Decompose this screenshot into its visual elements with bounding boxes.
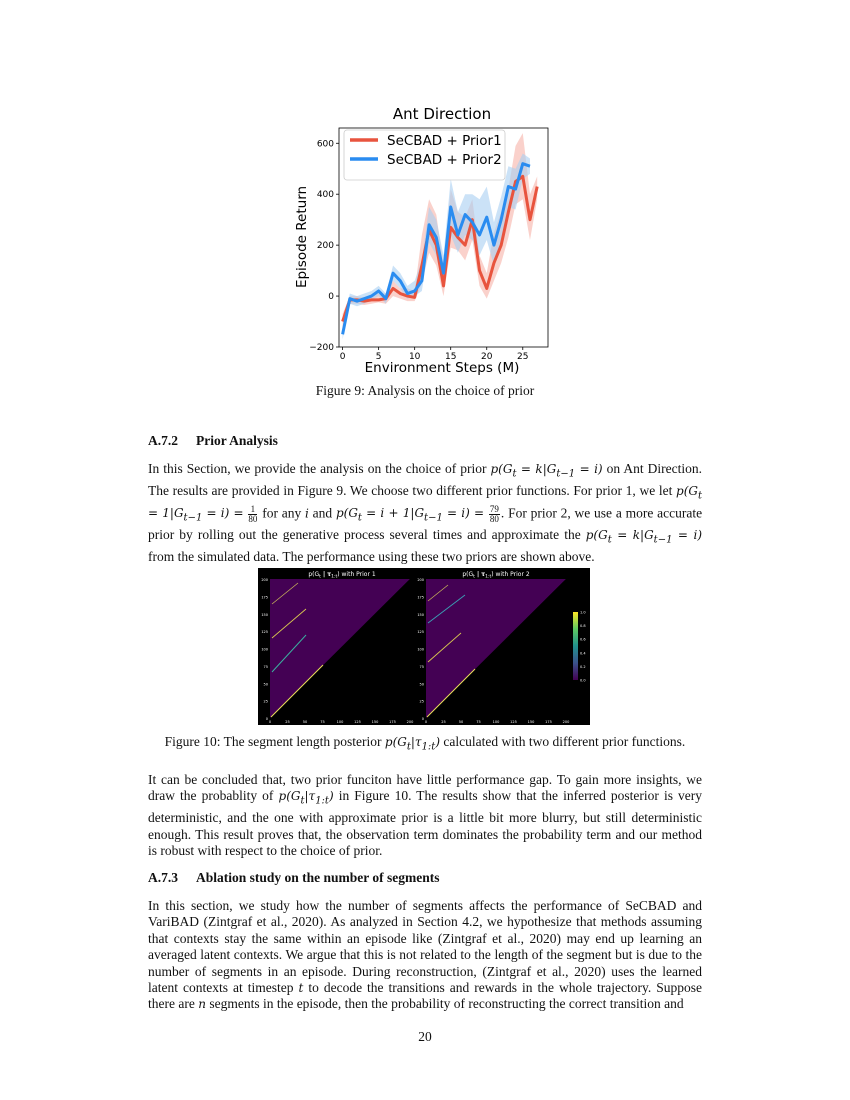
heatmap-x-tick-label: 175 [389, 720, 396, 724]
ablation-paragraph: In this section, we study how the number of segments affects the performance of SeCBAD and VariBAD (Zintgraf et al., 2020). As analyzed in Section 4.2, we hypothesize that methods assuming that contexts stay the same within an episode like (Zintgraf et al., 2020) may end up learning an averaged latent contexts. We argue that this is not related to the length of the segment but is due to the number of segments in an episode. During reconstruction, (Zintgraf et al., 2020) uses the learned latent contexts at timestep t to decode the transitions and rewards in the whole trajectory. Suppose there are n segments in the episode, then the probability of reconstructing the correct transition and [148, 898, 703, 1012]
y-tick-label: 600 [316, 139, 334, 150]
figure-10-svg [258, 568, 590, 725]
heatmap-x-tick-label: 25 [441, 720, 446, 724]
section-number: A.7.3 [148, 870, 178, 885]
panel1-title: $p(G_t$ | $\tau_{1:t}$) with Prior 1 [308, 571, 376, 580]
colorbar-tick-label: 1.0 [580, 610, 586, 615]
heatmap-x-tick-label: 125 [510, 720, 517, 724]
heatmap-x-tick-label: 125 [354, 720, 361, 724]
x-tick-label: 10 [408, 352, 421, 362]
heatmap-y-tick-label: 175 [261, 595, 268, 600]
heatmap-y-tick-label: 125 [261, 630, 268, 635]
heatmap-y-tick-label: 125 [417, 630, 424, 635]
y-tick-label: 0 [328, 292, 334, 303]
heatmap-y-tick-label: 0 [265, 717, 268, 721]
figure-9-caption: Figure 9: Analysis on the choice of prior [315, 383, 535, 398]
heatmap-x-tick-label: 200 [562, 720, 570, 724]
heatmap-x-tick-label: 100 [492, 720, 500, 724]
colorbar-tick-label: 0.2 [580, 664, 586, 669]
chart-title: Ant Direction [392, 105, 492, 123]
heatmap-y-tick-label: 150 [261, 612, 268, 617]
y-axis-label: Episode Return [294, 185, 310, 289]
legend-label-prior1: SeCBAD + Prior1 [387, 133, 502, 149]
figure-9-chart [290, 100, 560, 380]
heatmap-y-tick-label: 175 [417, 595, 424, 600]
heatmap-x-tick-label: 75 [320, 720, 325, 724]
x-tick-label: 0 [339, 352, 346, 362]
x-axis-label: Environment Steps (M) [364, 360, 520, 376]
heatmap-y-tick-label: 50 [263, 682, 268, 687]
section-heading-a73 [148, 870, 440, 886]
heatmap-x-tick-label: 175 [545, 720, 552, 724]
x-tick-label: 15 [444, 352, 457, 362]
heatmap-x-tick-label: 25 [285, 720, 290, 724]
figure-10-caption: Figure 10: The segment length posterior $p(G_t|\tau_{1:t})$ calculated with two different prior functions. [164, 734, 686, 753]
colorbar-tick-label: 0.4 [580, 651, 586, 656]
panel2-title: $p(G_t$ | $\tau_{1:t}$) with Prior 2 [462, 571, 530, 580]
heatmap-x-tick-label: 0 [268, 720, 272, 724]
section-number: A.7.2 [148, 433, 178, 448]
heatmap-x-tick-label: 50 [458, 720, 464, 724]
section-title: Prior Analysis [196, 433, 278, 448]
legend-label-prior2: SeCBAD + Prior2 [387, 152, 502, 168]
heatmap-y-tick-label: 100 [261, 647, 268, 652]
heatmap-y-tick-label: 0 [421, 717, 424, 721]
colorbar-tick-label: 0.0 [580, 678, 586, 683]
x-tick-label: 5 [375, 352, 382, 362]
heatmap-x-tick-label: 50 [302, 720, 308, 724]
colorbar-tick-label: 0.6 [580, 637, 586, 642]
heatmap-x-tick-label: 75 [476, 720, 481, 724]
heatmap-y-tick-label: 75 [419, 664, 424, 669]
chart-legend [344, 130, 505, 180]
heatmap-y-tick-label: 100 [417, 647, 424, 652]
figure-10-heatmaps [258, 568, 590, 725]
x-tick-label: 25 [517, 352, 529, 362]
page-number: 20 [418, 1029, 432, 1044]
heatmap-y-tick-label: 200 [417, 578, 424, 582]
heatmap-y-tick-label: 75 [263, 664, 268, 669]
heatmap-y-tick-label: 25 [419, 699, 424, 704]
section-title: Ablation study on the number of segments [196, 870, 440, 885]
heatmap-y-tick-label: 25 [263, 699, 268, 704]
colorbar-tick-label: 0.8 [580, 624, 586, 629]
prior-analysis-paragraph: In this Section, we provide the analysis on the choice of prior $p(G_t = k|G_{t-1} = i)$ on Ant Direction. The results are provided in Figure 9. We choose two different prior functions. For prior 1, we let $p(G_t = 1|G_{t-1} = i)$ = $\frac{1}{80}$ for any i and $p(G_t = i + 1|G_{t-1} = i)$ = $\frac{79}{80}$ . For prior 2, we use a more accurate prior by rolling out the generative process several times and approximate the $p(G_t = k|G_{t-1} = i)$ from the simulated data. The performance using these two priors are shown above. [148, 461, 703, 564]
heatmap-x-tick-label: 200 [406, 720, 414, 724]
heatmap-x-tick-label: 100 [336, 720, 344, 724]
heatmap-y-tick-label: 200 [261, 578, 268, 582]
y-tick-label: −200 [309, 343, 334, 353]
y-tick-label: 400 [316, 190, 334, 201]
x-tick-label: 20 [481, 352, 493, 362]
heatmap-y-tick-label: 50 [419, 682, 424, 687]
heatmap-x-tick-label: 0 [424, 720, 428, 724]
colorbar [573, 612, 578, 680]
heatmap-x-tick-label: 150 [371, 720, 379, 724]
heatmap-x-tick-label: 150 [527, 720, 535, 724]
section-heading-a72 [148, 433, 278, 449]
heatmap-y-tick-label: 150 [417, 612, 424, 617]
y-tick-label: 200 [316, 241, 334, 252]
conclusion-paragraph: It can be concluded that, two prior funciton have little performance gap. To gain more insights, we draw the probablity of $p(G_t|\tau_{1:t})$ in Figure 10. The results show that the inferred posterior is very deterministic, and the one with approximate prior is a little bit more blurry, but still deterministic enough. This result proves that, the observation term dominates the probability term and our method is robust with respect to the choice of prior. [148, 772, 703, 859]
